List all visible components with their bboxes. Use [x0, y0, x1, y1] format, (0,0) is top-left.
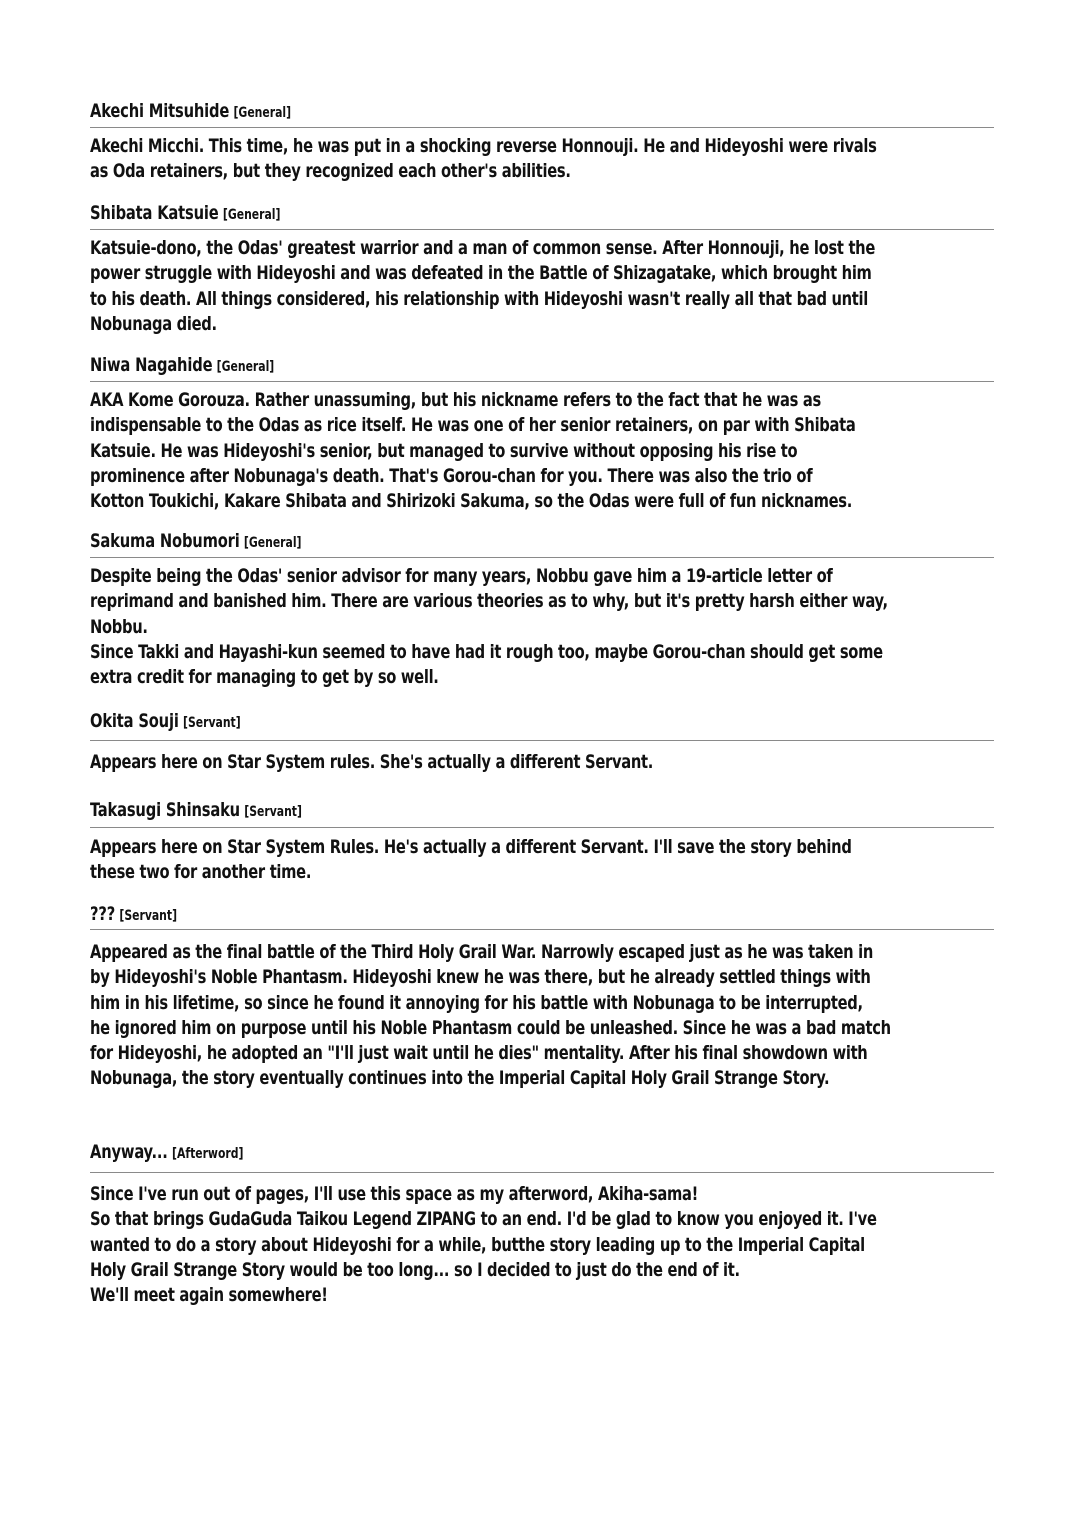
body-line: as Oda retainers, but they recognized each other's abilities. — [90, 160, 571, 183]
body-line: to his death. All things considered, his relationship with Hideyoshi wasn't really all that bad until — [90, 287, 869, 310]
entry-body — [90, 134, 994, 185]
body-line: Nobunaga, the story eventually continues into the Imperial Capital Holy Grail Strange Story. — [90, 1067, 830, 1090]
entry-afterword — [90, 1141, 994, 1307]
entry-tag: [Servant] — [119, 908, 178, 924]
entry-heading — [90, 530, 867, 554]
entry-okita-souji — [90, 710, 994, 773]
entry-unknown-servant — [90, 903, 994, 1090]
body-line: these two for another time. — [90, 861, 312, 884]
entry-heading — [90, 354, 867, 378]
entry-name: Okita Souji — [90, 710, 179, 732]
heading-divider — [90, 381, 994, 382]
heading-divider — [90, 929, 994, 930]
entry-niwa-nagahide — [90, 354, 994, 513]
body-line: power struggle with Hideyoshi and was defeated in the Battle of Shizagatake, which brought him — [90, 262, 872, 285]
entry-body — [90, 940, 994, 1092]
body-line: by Hideyoshi's Noble Phantasm. Hideyoshi knew he was there, but he already settled things with — [90, 966, 871, 989]
body-line: reprimand and banished him. There are various theories as to why, but it's pretty harsh either way, — [90, 590, 888, 613]
entry-body — [90, 236, 994, 337]
body-line: wanted to do a story about Hideyoshi for a while, butthe story leading up to the Imperial Capital — [90, 1233, 865, 1256]
heading-divider — [90, 127, 994, 128]
body-line: prominence after Nobunaga's death. That's Gorou-chan for you. There was also the trio of — [90, 464, 813, 487]
entry-name: Shibata Katsuie — [90, 202, 219, 224]
entry-tag: [General] — [216, 359, 275, 375]
body-line: indispensable to the Odas as rice itself. He was one of her senior retainers, on par with Shibata — [90, 414, 856, 437]
body-line: Despite being the Odas' senior advisor for many years, Nobbu gave him a 19-article letter of — [90, 565, 833, 587]
body-line: So that brings GudaGuda Taikou Legend ZIPANG to an end. I'd be glad to know you enjoyed it. I've — [90, 1208, 877, 1231]
body-line: for Hideyoshi, he adopted an "I'll just wait until he dies" mentality. After his final showdown with — [90, 1042, 868, 1065]
body-line: We'll meet again somewhere! — [90, 1284, 328, 1307]
entry-takasugi-shinsaku — [90, 799, 994, 884]
entry-tag: [General] — [222, 207, 281, 223]
body-line: Akechi Micchi. This time, he was put in a shocking reverse Honnouji. He and Hideyoshi were rivals — [90, 135, 877, 157]
body-line: Since I've run out of pages, I'll use this space as my afterword, Akiha-sama! — [90, 1183, 699, 1205]
entry-heading — [90, 1141, 867, 1165]
heading-divider — [90, 1172, 994, 1173]
entry-body — [90, 750, 994, 775]
entry-heading — [90, 903, 867, 927]
entry-heading — [90, 799, 867, 823]
body-line: Holy Grail Strange Story would be too long... so I decided to just do the end of it. — [90, 1258, 740, 1281]
body-line: Appeared as the final battle of the Third Holy Grail War. Narrowly escaped just as he was taken in — [90, 941, 874, 963]
entry-body — [90, 388, 994, 514]
entry-name: ??? — [90, 903, 116, 925]
heading-divider — [90, 740, 994, 741]
entry-tag: [Servant] — [244, 804, 302, 820]
body-line: Appears here on Star System Rules. He's actually a different Servant. I'll save the story behind — [90, 836, 852, 858]
body-line: extra credit for managing to get by so well. — [90, 666, 439, 689]
entry-heading — [90, 100, 867, 124]
entry-tag: [General] — [233, 105, 292, 121]
entry-heading — [90, 202, 867, 226]
entry-name: Niwa Nagahide — [90, 354, 213, 376]
entry-tag: [Servant] — [183, 715, 241, 731]
body-line: Since Takki and Hayashi-kun seemed to have had it rough too, maybe Gorou-chan should get some — [90, 640, 883, 663]
heading-divider — [90, 229, 994, 230]
body-line: him in his lifetime, so since he found it annoying for his battle with Nobunaga to be interrupted, — [90, 991, 863, 1014]
body-line: Appears here on Star System rules. She's actually a different Servant. — [90, 751, 654, 773]
body-line: Katsuie. He was Hideyoshi's senior, but managed to survive without opposing his rise to — [90, 439, 798, 462]
entry-name: Akechi Mitsuhide — [90, 100, 230, 122]
body-line: AKA Kome Gorouza. Rather unassuming, but his nickname refers to the fact that he was as — [90, 389, 821, 411]
entry-tag: [General] — [243, 535, 302, 551]
entry-heading — [90, 710, 867, 734]
entry-body — [90, 564, 994, 690]
entry-body — [90, 1182, 994, 1308]
entry-name: Takasugi Shinsaku — [90, 799, 240, 821]
body-line: Nobbu. — [90, 615, 148, 638]
entry-name: Sakuma Nobumori — [90, 530, 240, 552]
entry-shibata-katsuie — [90, 202, 994, 335]
heading-divider — [90, 827, 994, 828]
entry-sakuma-nobumori — [90, 530, 994, 689]
body-line: Katsuie-dono, the Odas' greatest warrior and a man of common sense. After Honnouji, he lost the — [90, 237, 876, 259]
entry-akechi-mitsuhide — [90, 100, 994, 183]
entry-name: Anyway... — [90, 1141, 168, 1163]
heading-divider — [90, 557, 994, 558]
body-line: he ignored him on purpose until his Noble Phantasm could be unleashed. Since he was a bad match — [90, 1016, 891, 1039]
body-line: Kotton Toukichi, Kakare Shibata and Shirizoki Sakuma, so the Odas were full of fun nicknames. — [90, 490, 853, 513]
entry-body — [90, 835, 994, 886]
entry-tag: [Afterword] — [172, 1146, 244, 1162]
body-line: Nobunaga died. — [90, 312, 217, 335]
